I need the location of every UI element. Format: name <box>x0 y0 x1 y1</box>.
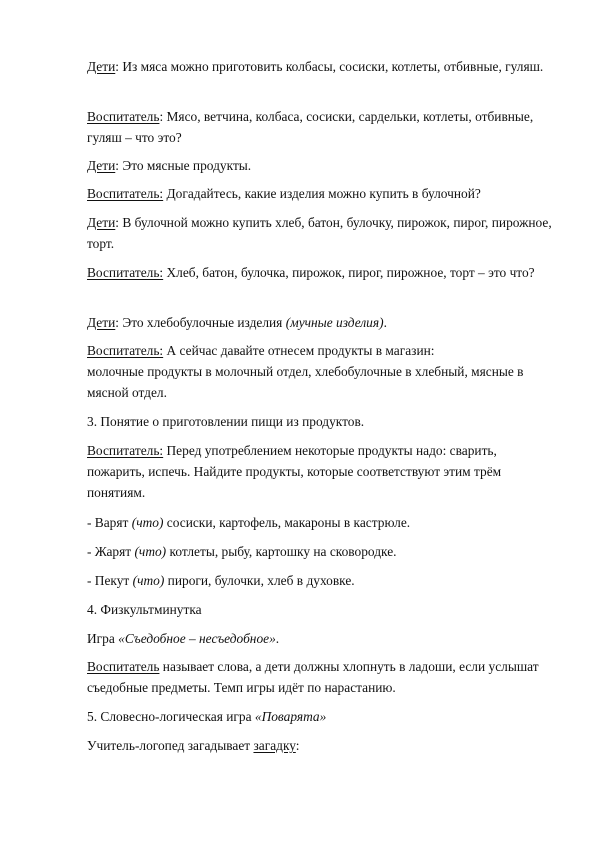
paragraph-teacher-store-sorting: Воспитатель: А сейчас давайте отнесем продукты в магазин: молочные продукты в молочный отдел, хлебобулочные в хлебный, мясные в мясной отдел. <box>87 343 524 400</box>
speaker-children: Дети <box>87 315 116 330</box>
section-heading-5: 5. Словесно-логическая игра «Поварята» <box>87 709 327 724</box>
speaker-children: Дети <box>87 158 116 173</box>
paragraph-teacher-meat-question: Воспитатель: Мясо, ветчина, колбаса, сосиски, сардельки, котлеты, отбивные, гуляш – что это? <box>87 109 534 145</box>
paragraph-game-edible: Игра «Съедобное – несъедобное». <box>87 631 280 646</box>
paragraph-riddle-intro: Учитель-логопед загадывает загадку: <box>87 738 300 753</box>
speaker-children: Дети <box>87 215 116 230</box>
speaker-teacher: Воспитатель <box>87 109 160 124</box>
paragraph-children-meat-products: Дети: Это мясные продукты. <box>87 158 252 173</box>
list-item-fry: - Жарят (что) котлеты, рыбу, картошку на сковородке. <box>87 544 397 559</box>
paragraph-teacher-cooking-methods: Воспитатель: Перед употреблением некоторые продукты надо: сварить, пожарить, испечь. Найдите продукты, которые соответствуют этим трём понятиям. <box>87 443 502 500</box>
paragraph-teacher-bakery-question: Воспитатель: Догадайтесь, какие изделия можно купить в булочной? <box>87 186 481 201</box>
speaker-teacher: Воспитатель: <box>87 343 164 358</box>
speaker-teacher: Воспитатель <box>87 659 160 674</box>
paragraph-teacher-game-rules: Воспитатель называет слова, а дети должны хлопнуть в ладоши, если услышат съедобные предметы. Темп игры идёт по нарастанию. <box>87 659 539 695</box>
speaker-teacher: Воспитатель: <box>87 443 164 458</box>
paragraph-children-bakery-products: Дети: Это хлебобулочные изделия (мучные изделия). <box>87 315 387 330</box>
paragraph-teacher-bakery-what: Воспитатель: Хлеб, батон, булочка, пирожок, пирог, пирожное, торт – это что? <box>87 265 535 280</box>
paragraph-children-bakery-items: Дети: В булочной можно купить хлеб, батон, булочку, пирожок, пирог, пирожное, торт. <box>87 215 552 251</box>
section-heading-4: 4. Физкультминутка <box>87 602 202 617</box>
paragraph-children-meat-dishes: Дети: Из мяса можно приготовить колбасы, сосиски, котлеты, отбивные, гуляш. <box>87 59 544 74</box>
section-heading-3: 3. Понятие о приготовлении пищи из продуктов. <box>87 414 365 429</box>
riddle-word: загадку <box>253 738 296 753</box>
speaker-teacher: Воспитатель: <box>87 186 164 201</box>
list-item-bake: - Пекут (что) пироги, булочки, хлеб в духовке. <box>87 573 355 588</box>
speaker-teacher: Воспитатель: <box>87 265 164 280</box>
speaker-children: Дети <box>87 59 116 74</box>
list-item-boil: - Варят (что) сосиски, картофель, макароны в кастрюле. <box>87 515 411 530</box>
